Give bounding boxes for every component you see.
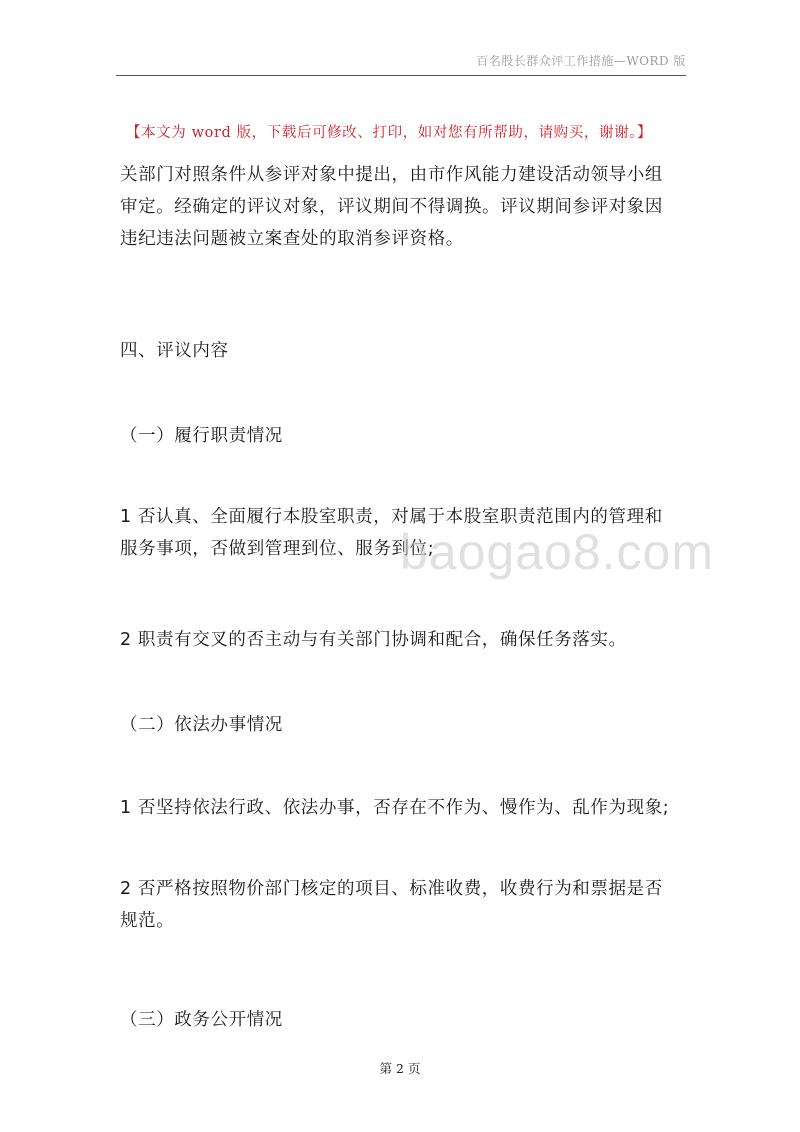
watermark: baogao8.com [400, 524, 715, 580]
header-rule [116, 75, 686, 76]
text-line: 违纪违法问题被立案查处的取消参评资格。 [120, 229, 464, 249]
text-line: 2 否严格按照物价部门核定的项目、标准收费，收费行为和票据是否 [120, 879, 663, 899]
paragraph-lawful-1: 1 否坚持依法行政、依法办事，否存在不作为、慢作为、乱作为现象; [120, 798, 670, 818]
section-heading-4: 四、评议内容 [120, 341, 229, 361]
purchase-notice: 【本文为 word 版，下载后可修改、打印，如对您有所帮助，请购买，谢谢。】 [126, 125, 653, 141]
text-line: 审定。经确定的评议对象，评议期间不得调换。评议期间参评对象因 [120, 197, 663, 217]
paragraph-duties-2: 2 职责有交叉的否主动与有关部门协调和配合，确保任务落实。 [120, 630, 627, 650]
subheading-lawful: （二）依法办事情况 [120, 715, 283, 735]
subheading-duties: （一）履行职责情况 [120, 426, 283, 446]
subheading-transparency: （三）政务公开情况 [120, 1010, 283, 1030]
text-line: 1 否认真、全面履行本股室职责，对属于本股室职责范围内的管理和 [120, 507, 663, 527]
paragraph-lawful-2 [120, 873, 695, 937]
paragraph-eligibility [120, 159, 695, 255]
text-line: 规范。 [120, 911, 175, 931]
text-line: 关部门对照条件从参评对象中提出，由市作风能力建设活动领导小组 [120, 165, 663, 185]
text-line: 服务事项，否做到管理到位、服务到位; [120, 539, 435, 559]
running-header: 百名股长群众评工作措施—WORD 版 [476, 54, 686, 68]
page-number: 第 2 页 [379, 1061, 421, 1076]
